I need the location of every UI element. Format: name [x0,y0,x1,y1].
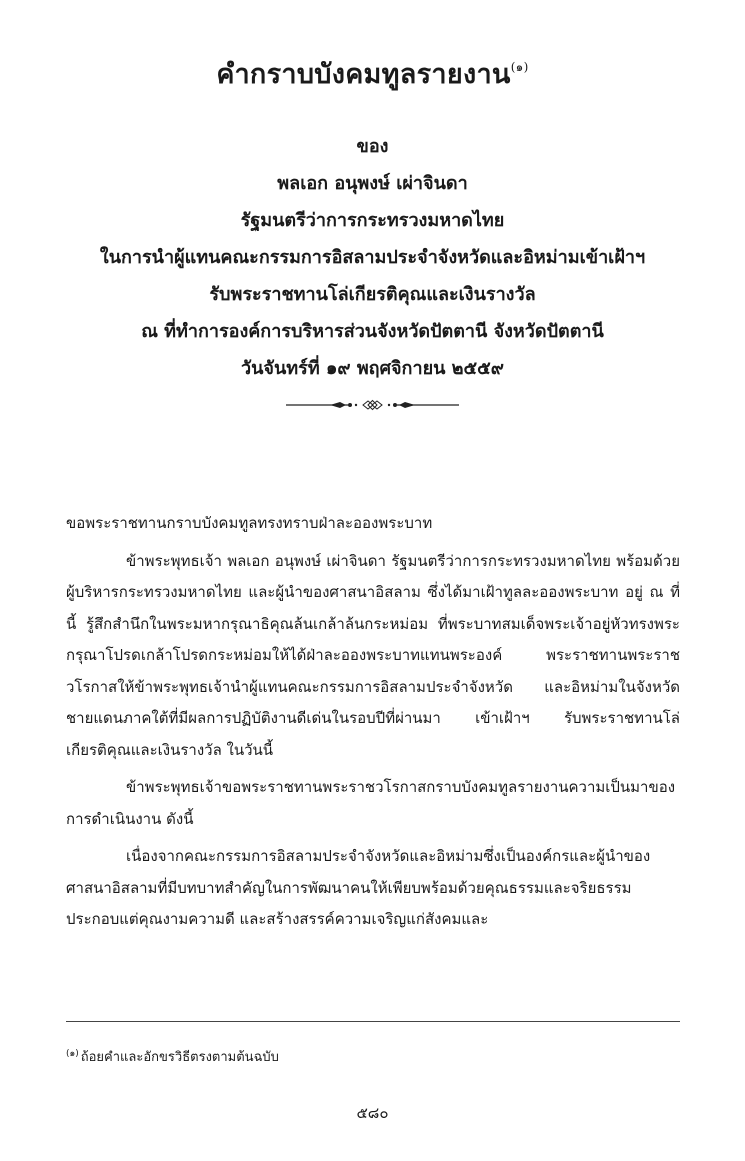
paragraph-opening: ข้าพระพุทธเจ้า พลเอก อนุพงษ์ เผ่าจินดา รัฐมนตรีว่าการกระทรวงมหาดไทย พร้อมด้วย ผู้บริหารกระทรวงมหาดไทย และผู้นำของศาสนาอิสลาม ซึ่งได้มาเฝ้าทูลละอองพระบาท อยู่ ณ ที่นี้ รู้สึกสำนึกในพระมหากรุณาธิคุณล้นเกล้าล้นกระหม่อม ที่พระบาทสมเด็จพระเจ้าอยู่หัวทรงพระกรุณาโปรดเกล้าโปรดกระหม่อมให้ได้ฝ่าละอองพระบาทแทนพระองค์ พระราชทานพระราชวโรกาสให้ข้าพระพุทธเจ้านำผู้แทนคณะกรรมการอิสลามประจำจังหวัด และอิหม่ามในจังหวัดชายแดนภาคใต้ที่มีผลการปฏิบัติงานดีเด่นในรอบปีที่ผ่านมา เข้าเฝ้าฯ รับพระราชทานโล่เกียรติคุณและเงินรางวัล ในวันนี้ [66,551,680,759]
header-line-name: พลเอก อนุพงษ์ เผ่าจินดา [277,173,468,194]
ornament-divider-icon [286,396,459,414]
header-line-date: วันจันทร์ที่ ๑๙ พฤศจิกายน ๒๕๕๙ [241,358,504,379]
footnote-divider [66,1021,680,1022]
page-title [0,52,745,95]
footnote-marker: (๑) [66,1049,79,1059]
header-block [40,128,705,387]
header-line-position: รัฐมนตรีว่าการกระทรวงมหาดไทย [240,210,505,231]
salutation: ขอพระราชทานกราบบังคมทูลทรงทราบฝ่าละอองพระบาท [66,514,433,532]
paragraph-report-intro: ข้าพระพุทธเจ้าขอพระราชทานพระราชวโรกาสกราบบังคมทูลรายงานความเป็นมาของการดำเนินงาน ดังนี้ [66,778,676,828]
header-line-award: รับพระราชทานโล่เกียรติคุณและเงินรางวัล [209,284,536,305]
footnote [66,1046,279,1067]
page-number: ๕๘๐ [356,1104,389,1122]
title-footnote-marker[interactable]: (๑) [510,60,529,74]
footnote-text: ถ้อยคำและอักขรวิธีตรงตามต้นฉบับ [80,1050,279,1065]
title-text: คำกราบบังคมทูลรายงาน [216,59,511,90]
paragraph-background: เนื่องจากคณะกรรมการอิสลามประจำจังหวัดและอิหม่ามซึ่งเป็นองค์กรและผู้นำของศาสนาอิสลามที่มีบทบาทสำคัญในการพัฒนาคนให้เพียบพร้อมด้วยคุณธรรมและจริยธรรม ประกอบแต่คุณงามความดี และสร้างสรรค์ความเจริญแก่สังคมและ [66,847,651,928]
header-line-venue: ณ ที่ทำการองค์การบริหารส่วนจังหวัดปัตตานี จังหวัดปัตตานี [141,321,604,342]
header-line-occasion: ในการนำผู้แทนคณะกรรมการอิสลามประจำจังหวัดและอิหม่ามเข้าเฝ้าฯ [99,247,646,268]
header-line-of: ของ [356,136,389,157]
body-text [66,508,680,936]
